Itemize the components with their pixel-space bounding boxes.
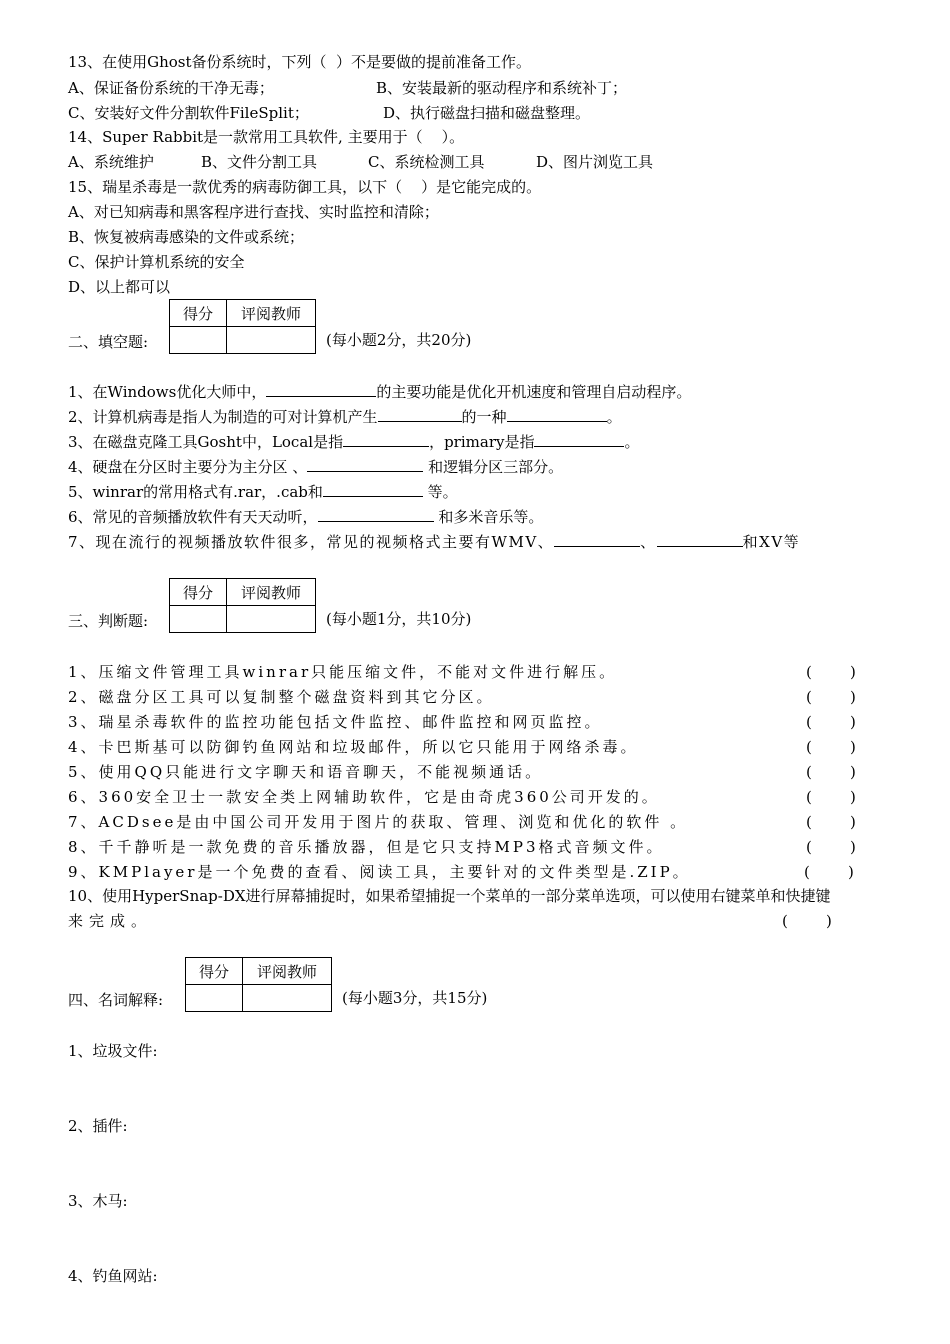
blank-5 — [323, 482, 423, 497]
teacher-cell — [243, 985, 332, 1012]
q15-option-b: B、恢复被病毒感染的文件或系统； — [68, 228, 305, 246]
fill-6-text-b: 和多米音乐等。 — [433, 508, 544, 526]
teacher-header: 评阅教师 — [243, 958, 332, 985]
blank-3b — [534, 432, 624, 447]
tf-item: 9、KMPlayer是一个免费的查看、阅读工具，主要针对的文件类型是.ZIP。 — [68, 863, 691, 881]
tf-answer-paren: ( ) — [806, 763, 856, 781]
blank-1 — [266, 382, 376, 397]
fill-6-text-a: 6、常见的音频播放软件有天天动听， — [68, 508, 318, 526]
score-cell — [170, 327, 227, 354]
score-table-section-2 — [169, 299, 316, 354]
tf-item: 6、360安全卫士一款安全类上网辅助软件，它是由奇虎360公司开发的。 — [68, 788, 660, 806]
blank-2a — [378, 407, 462, 422]
blank-7b — [657, 532, 743, 547]
q13-option-b: B、安装最新的驱动程序和系统补丁； — [376, 79, 628, 97]
term-item-3: 3、木马: — [68, 1192, 128, 1210]
fill-2-text-c: 。 — [606, 408, 622, 426]
tf-answer-paren: ( ) — [806, 688, 856, 706]
q15-option-a: A、对已知病毒和黑客程序进行查找、实时监控和清除； — [68, 203, 439, 221]
tf-item: 2、磁盘分区工具可以复制整个磁盘资料到其它分区。 — [68, 688, 495, 706]
section-3-title: 三、判断题: — [68, 612, 149, 630]
tf-answer-paren: ( ) — [804, 863, 854, 881]
fill-5-text-b: 等。 — [422, 483, 458, 501]
fill-5-text-a: 5、winrar的常用格式有.rar，.cab和 — [68, 483, 323, 501]
q15-option-d: D、以上都可以 — [68, 278, 171, 296]
tf-item: 8、千千静听是一款免费的音乐播放器，但是它只支持MP3格式音频文件。 — [68, 838, 665, 856]
q13-option-d: D、执行磁盘扫描和磁盘整理。 — [383, 104, 591, 122]
term-item-2: 2、插件: — [68, 1117, 128, 1135]
blank-2b — [507, 407, 607, 422]
fill-item-6 — [68, 507, 543, 527]
tf-item: 1、压缩文件管理工具winrar只能压缩文件，不能对文件进行解压。 — [68, 663, 618, 681]
q15-option-c: C、保护计算机系统的安全 — [68, 253, 245, 271]
q13-option-c: C、安装好文件分割软件FileSplit； — [68, 104, 309, 122]
fill-item-4 — [68, 457, 563, 477]
tf-answer-paren: ( ) — [806, 788, 856, 806]
q14-option-a: A、系统维护 — [68, 153, 154, 171]
score-cell — [186, 985, 243, 1012]
fill-1-text-a: 1、在Windows优化大师中， — [68, 383, 267, 401]
tf-answer-paren: ( ) — [806, 838, 856, 856]
score-header: 得分 — [186, 958, 243, 985]
teacher-header: 评阅教师 — [227, 579, 316, 606]
section-2-note: (每小题2分，共20分) — [326, 331, 472, 349]
teacher-cell — [227, 606, 316, 633]
tf-answer-paren: ( ) — [806, 813, 856, 831]
q13-option-a: A、保证备份系统的干净无毒； — [68, 79, 274, 97]
q14-option-c: C、系统检测工具 — [368, 153, 485, 171]
fill-1-text-b: 的主要功能是优化开机速度和管理自启动程序。 — [376, 383, 692, 401]
tf-item: 7、ACDsee是由中国公司开发用于图片的获取、管理、浏览和优化的软件 。 — [68, 813, 689, 831]
fill-7-text-a: 7、现在流行的视频播放软件很多，常见的视频格式主要有WMV、 — [68, 533, 555, 551]
tf-answer-paren: ( ) — [806, 738, 856, 756]
q14-option-d: D、图片浏览工具 — [536, 153, 654, 171]
section-2-title: 二、填空题: — [68, 333, 149, 351]
score-table-section-4 — [185, 957, 332, 1012]
tf-item-10-line2: 来完成。 — [68, 912, 153, 930]
fill-7-text-b: 、 — [640, 533, 657, 551]
blank-7a — [554, 532, 640, 547]
fill-item-5 — [68, 482, 458, 502]
fill-item-7 — [68, 532, 800, 552]
q14-option-b: B、文件分割工具 — [201, 153, 318, 171]
term-item-4: 4、钓鱼网站: — [68, 1267, 158, 1285]
tf-item-10-line1: 10、使用HyperSnap-DX进行屏幕捕捉时，如果希望捕捉一个菜单的一部分菜单选项，可以使用右键菜单和快捷键 — [68, 887, 831, 905]
tf-item: 4、卡巴斯基可以防御钓鱼网站和垃圾邮件，所以它只能用于网络杀毒。 — [68, 738, 639, 756]
blank-6 — [318, 507, 434, 522]
fill-4-text-a: 4、硬盘在分区时主要分为主分区 、 — [68, 458, 308, 476]
tf-answer-paren: ( ) — [806, 713, 856, 731]
fill-7-text-c: 和XV等 — [742, 533, 801, 551]
blank-4 — [307, 457, 423, 472]
fill-item-3 — [68, 432, 639, 452]
question-13: 13、在使用Ghost备份系统时，下列（ ）不是要做的提前准备工作。 — [68, 53, 532, 71]
tf-answer-paren: ( ) — [806, 663, 856, 681]
fill-2-text-a: 2、计算机病毒是指人为制造的可对计算机产生 — [68, 408, 378, 426]
section-4-note: (每小题3分，共15分) — [342, 989, 488, 1007]
teacher-header: 评阅教师 — [227, 300, 316, 327]
score-header: 得分 — [170, 579, 227, 606]
blank-3a — [343, 432, 429, 447]
question-14: 14、Super Rabbit是一款常用工具软件, 主要用于（ ）。 — [68, 128, 465, 146]
tf-item: 3、瑞星杀毒软件的监控功能包括文件监控、邮件监控和网页监控。 — [68, 713, 603, 731]
fill-item-1 — [68, 382, 691, 402]
fill-3-text-a: 3、在磁盘克隆工具Gosht中，Local是指 — [68, 433, 344, 451]
teacher-cell — [227, 327, 316, 354]
term-item-1: 1、垃圾文件: — [68, 1042, 158, 1060]
section-4-title: 四、名词解释: — [68, 991, 164, 1009]
fill-4-text-b: 和逻辑分区三部分。 — [423, 458, 564, 476]
fill-2-text-b: 的一种 — [461, 408, 507, 426]
section-3-note: (每小题1分，共10分) — [326, 610, 472, 628]
tf-item: 5、使用QQ只能进行文字聊天和语音聊天，不能视频通话。 — [68, 763, 544, 781]
score-cell — [170, 606, 227, 633]
question-15: 15、瑞星杀毒是一款优秀的病毒防御工具，以下（ ）是它能完成的。 — [68, 178, 542, 196]
score-header: 得分 — [170, 300, 227, 327]
score-table-section-3 — [169, 578, 316, 633]
fill-3-text-b: ，primary是指 — [429, 433, 535, 451]
tf-answer-paren-10: ( ) — [782, 912, 832, 930]
fill-3-text-c: 。 — [624, 433, 640, 451]
fill-item-2 — [68, 407, 622, 427]
